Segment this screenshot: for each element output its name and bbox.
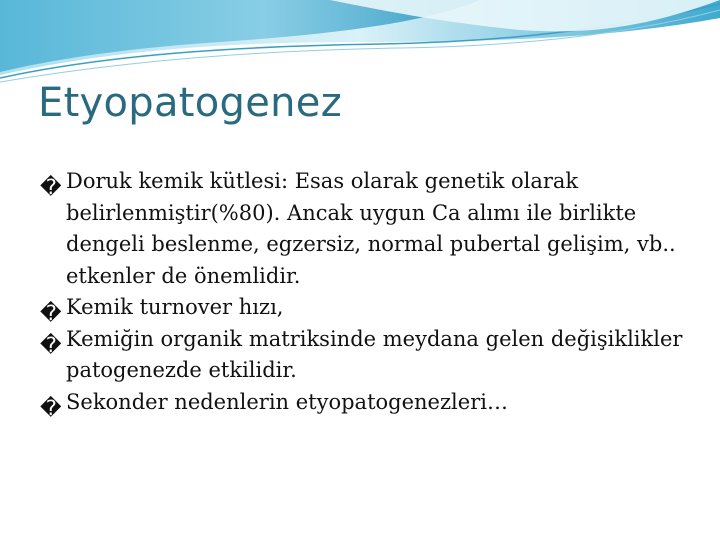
slide-title: Etyopatogenez [38, 80, 343, 126]
bullet-glyph-icon: � [40, 332, 62, 357]
bullet-text: Doruk kemik kütlesi: Esas olarak genetik olarak belirlenmiştir(%80). Ancak uygun Ca alımı ile birlikte dengeli beslenme, egzersiz, normal pubertal gelişim, vb.. etkenler de önemlidir. [66, 169, 676, 288]
bullet-item [40, 387, 700, 419]
bullet-text: Kemik turnover hızı, [66, 295, 284, 319]
header-wave-decoration [0, 0, 720, 90]
bullet-item [40, 166, 700, 292]
bullet-glyph-icon: � [40, 395, 62, 420]
bullet-glyph-icon: � [40, 175, 62, 199]
bullet-item [40, 324, 700, 387]
bullet-glyph-icon: � [40, 301, 62, 325]
bullet-text: Kemiğin organik matriksinde meydana gelen değişiklikler patogenezde etkilidir. [66, 326, 683, 382]
bullet-list [40, 166, 700, 418]
bullet-item [40, 292, 700, 324]
bullet-text: Sekonder nedenlerin etyopatogenezleri… [66, 389, 508, 414]
